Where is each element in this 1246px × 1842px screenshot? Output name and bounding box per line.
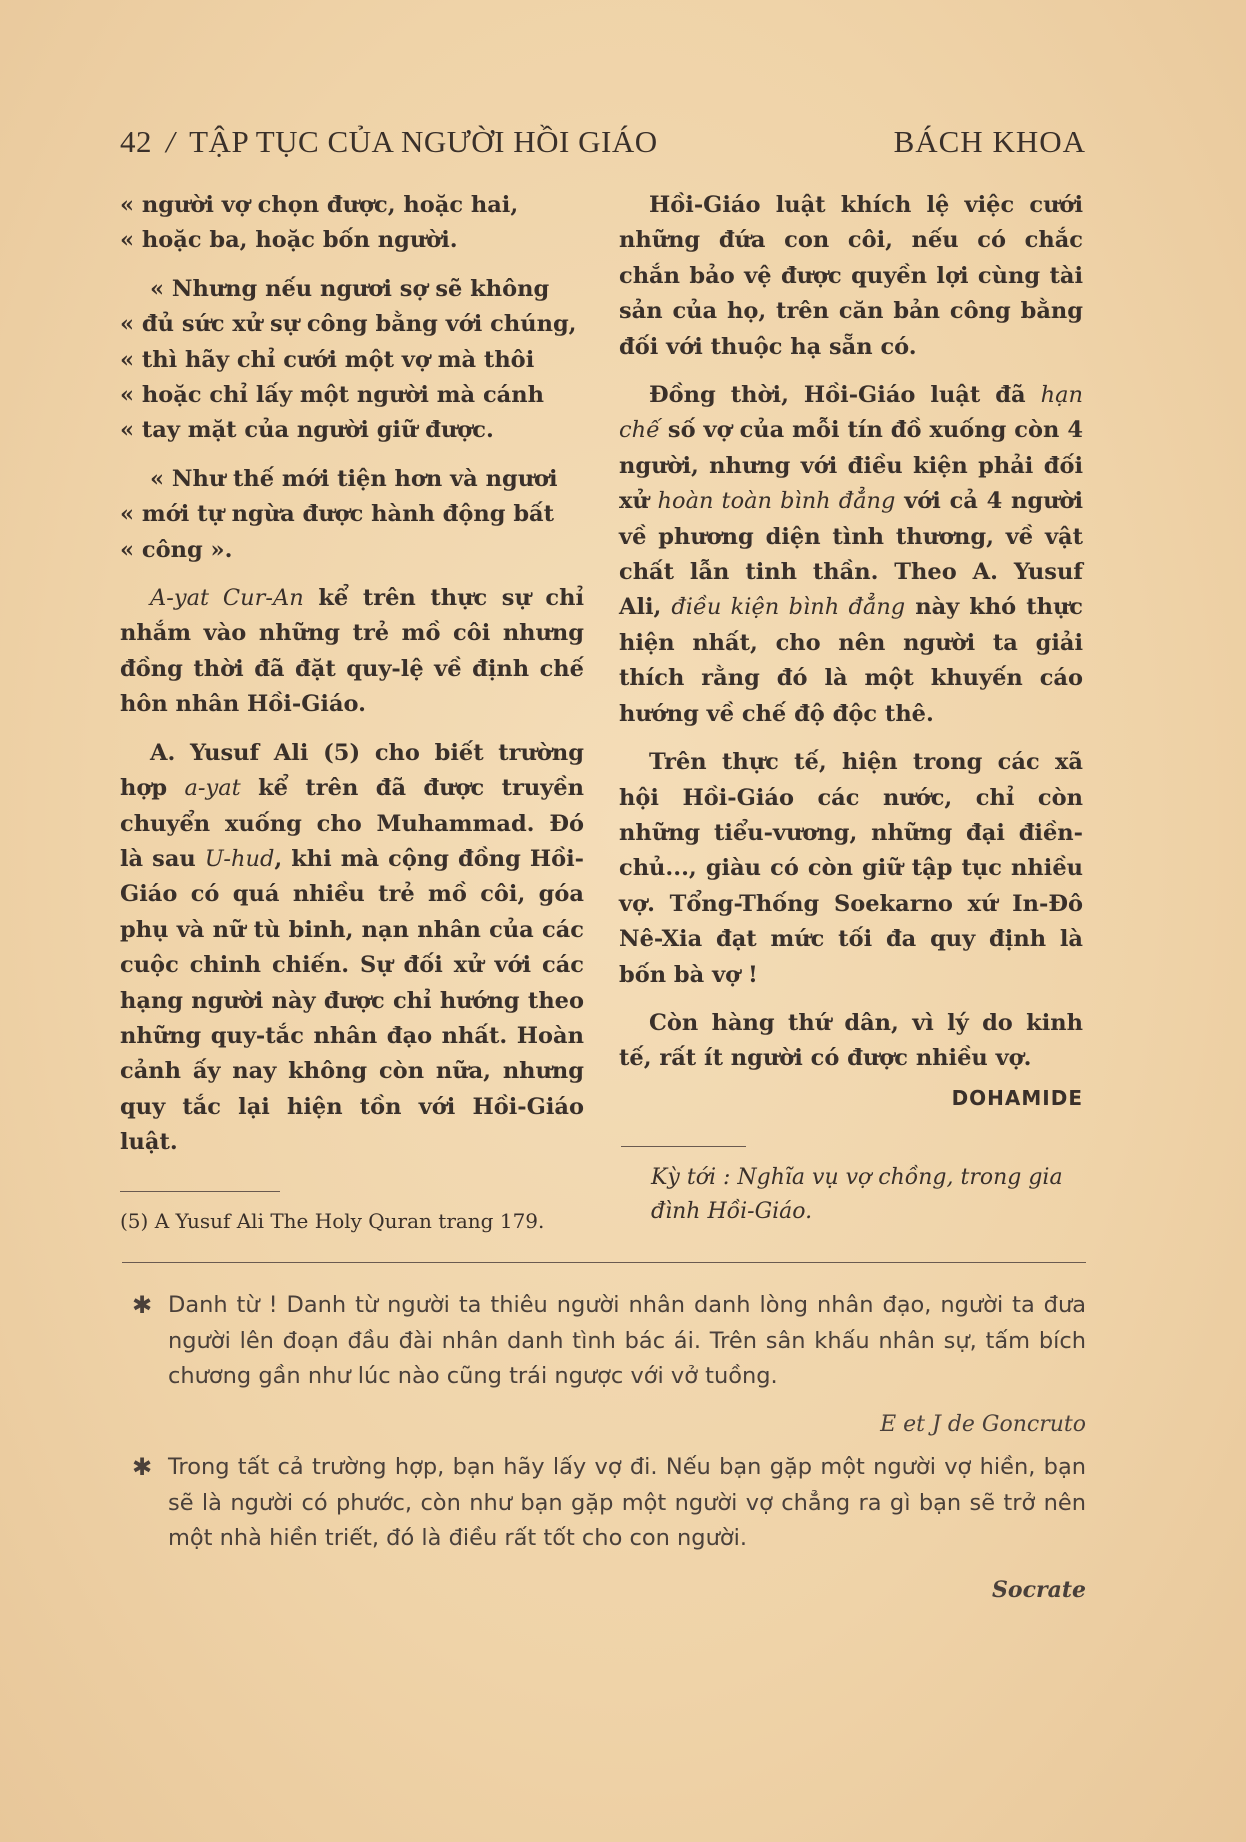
paragraph-text: này khó thực hiện nhất, cho nên người ta giải thích rằng đó là một khuyến cáo hướng về chế độ độc thê.: [619, 594, 1083, 727]
quote-line: « hoặc ba, hoặc bốn người.: [120, 227, 458, 254]
paragraph: Còn hàng thứ dân, vì lý do kinh tế, rất ít người có được nhiều vợ.: [619, 1009, 1083, 1072]
section-divider: [122, 1262, 1086, 1263]
paragraph-text: kể trên đã được truyền chuyển xuống cho Muhammad. Đó là sau: [120, 775, 584, 872]
quote-line: « công ».: [120, 536, 233, 563]
star-bullet-icon: ✱: [132, 1453, 153, 1481]
paragraph-text: số vợ của mỗi tín đồ xuống còn 4 người, nhưng với điều kiện phải đối xử: [619, 417, 1083, 515]
quote-line: « thì hãy chỉ cưới một vợ mà thôi: [120, 346, 535, 373]
header-separator: /: [166, 124, 176, 159]
paragraph: [120, 736, 584, 1161]
left-column: [120, 188, 584, 1236]
quote-line: « mới tự ngừa được hành động bất: [120, 501, 555, 528]
page-header: [120, 124, 1086, 164]
paragraph: Hồi-Giáo luật khích lệ việc cưới những đứa con côi, nếu có chắc chắn bảo vệ được quyền lợi cùng tài sản của họ, trên căn bản công bằng đối với thuộc hạ sẵn có.: [619, 192, 1083, 360]
quote-line: « Nhưng nếu ngươi sợ sẽ không: [150, 275, 550, 302]
author-signature: DOHAMIDE: [951, 1085, 1083, 1110]
page-number: 42: [120, 124, 152, 159]
paragraph-text: kể trên thực sự chỉ nhắm vào những trẻ mồ côi nhưng đồng thời đã đặt quy-lệ về định chế hôn nhân Hồi-Giáo.: [120, 585, 584, 718]
paragraph: [120, 581, 584, 723]
quotes-section: [132, 1288, 1086, 1616]
article-title: TẬP TỤC CỦA NGƯỜI HỒI GIÁO: [189, 124, 658, 159]
quote-line: « hoặc chỉ lấy một người mà cánh: [120, 382, 544, 409]
paragraph-text: với cả 4 người về phương diện tình thương, về vật chất lẫn tinh thần. Theo A. Yusuf Ali,: [619, 488, 1084, 621]
quote-line: « đủ sức xử sự công bằng với chúng,: [120, 311, 577, 338]
quote-line: « tay mặt của người giữ được.: [120, 417, 494, 444]
italic-term: hoàn toàn bình đẳng: [657, 488, 896, 515]
quote-author: E et J de Goncruto: [880, 1411, 1086, 1437]
right-column: [619, 188, 1083, 1229]
italic-term: hạn chế: [619, 382, 1083, 444]
quote-line: « người vợ chọn được, hoặc hai,: [120, 192, 519, 218]
see-also-divider: [621, 1146, 746, 1147]
paragraph-text: Đồng thời, Hồi-Giáo luật đã: [649, 382, 1041, 409]
next-issue-note: Kỳ tới : Nghĩa vụ vợ chồng, trong gia đình Hồi-Giáo.: [651, 1165, 1063, 1225]
star-bullet-icon: ✱: [132, 1291, 153, 1319]
quote-author: Socrate: [992, 1576, 1086, 1603]
quote-line: « Như thế mới tiện hơn và ngươi: [150, 465, 558, 492]
italic-term: A-yat Cur-An: [150, 585, 304, 612]
footnote: (5) A Yusuf Ali The Holy Quran trang 179.: [120, 1208, 545, 1233]
footnote-divider: [120, 1191, 280, 1192]
quote-text: Danh từ ! Danh từ người ta thiêu người nhân danh lòng nhân đạo, người ta đưa người lên đoạn đầu đài nhân danh tình bác ái. Trên sân khấu nhân sự, tấm bích chương gần như lúc nào cũng trái ngược với vở tuồng.: [168, 1292, 1086, 1389]
quote-block: [132, 1288, 1086, 1442]
italic-term: điều kiện bình đẳng: [671, 594, 906, 621]
paragraph: [619, 378, 1083, 732]
italic-term: a-yat: [184, 775, 241, 802]
quote-block: [132, 1450, 1086, 1608]
italic-term: U-hud: [204, 845, 275, 872]
header-left: [120, 124, 658, 160]
magazine-name: BÁCH KHOA: [893, 124, 1086, 159]
quote-text: Trong tất cả trường hợp, bạn hãy lấy vợ đi. Nếu bạn gặp một người vợ hiền, bạn sẽ là người có phước, còn như bạn gặp một người vợ chẳng ra gì bạn sẽ trở nên một nhà hiền triết, đó là điều rất tốt cho con người.: [168, 1454, 1086, 1551]
paragraph: Trên thực tế, hiện trong các xã hội Hồi-Giáo các nước, chỉ còn những tiểu-vương, những đại điền-chủ..., giàu có còn giữ tập tục nhiều vợ. Tổng-Thống Soekarno xứ In-Đô Nê-Xia đạt mức tối đa quy định là bốn bà vợ !: [619, 749, 1083, 988]
paragraph-text: A. Yusuf Ali (5) cho biết trường hợp: [120, 739, 584, 802]
paragraph-text: , khi mà cộng đồng Hồi-Giáo có quá nhiều trẻ mồ côi, góa phụ và nữ tù binh, nạn nhân của các cuộc chinh chiến. Sự đối xử với các hạng người này được chỉ hướng theo những quy-tắc nhân đạo nhất. Hoàn cảnh ấy nay không còn nữa, nhưng quy tắc lại hiện tồn với Hồi-Giáo luật.: [120, 845, 584, 1156]
